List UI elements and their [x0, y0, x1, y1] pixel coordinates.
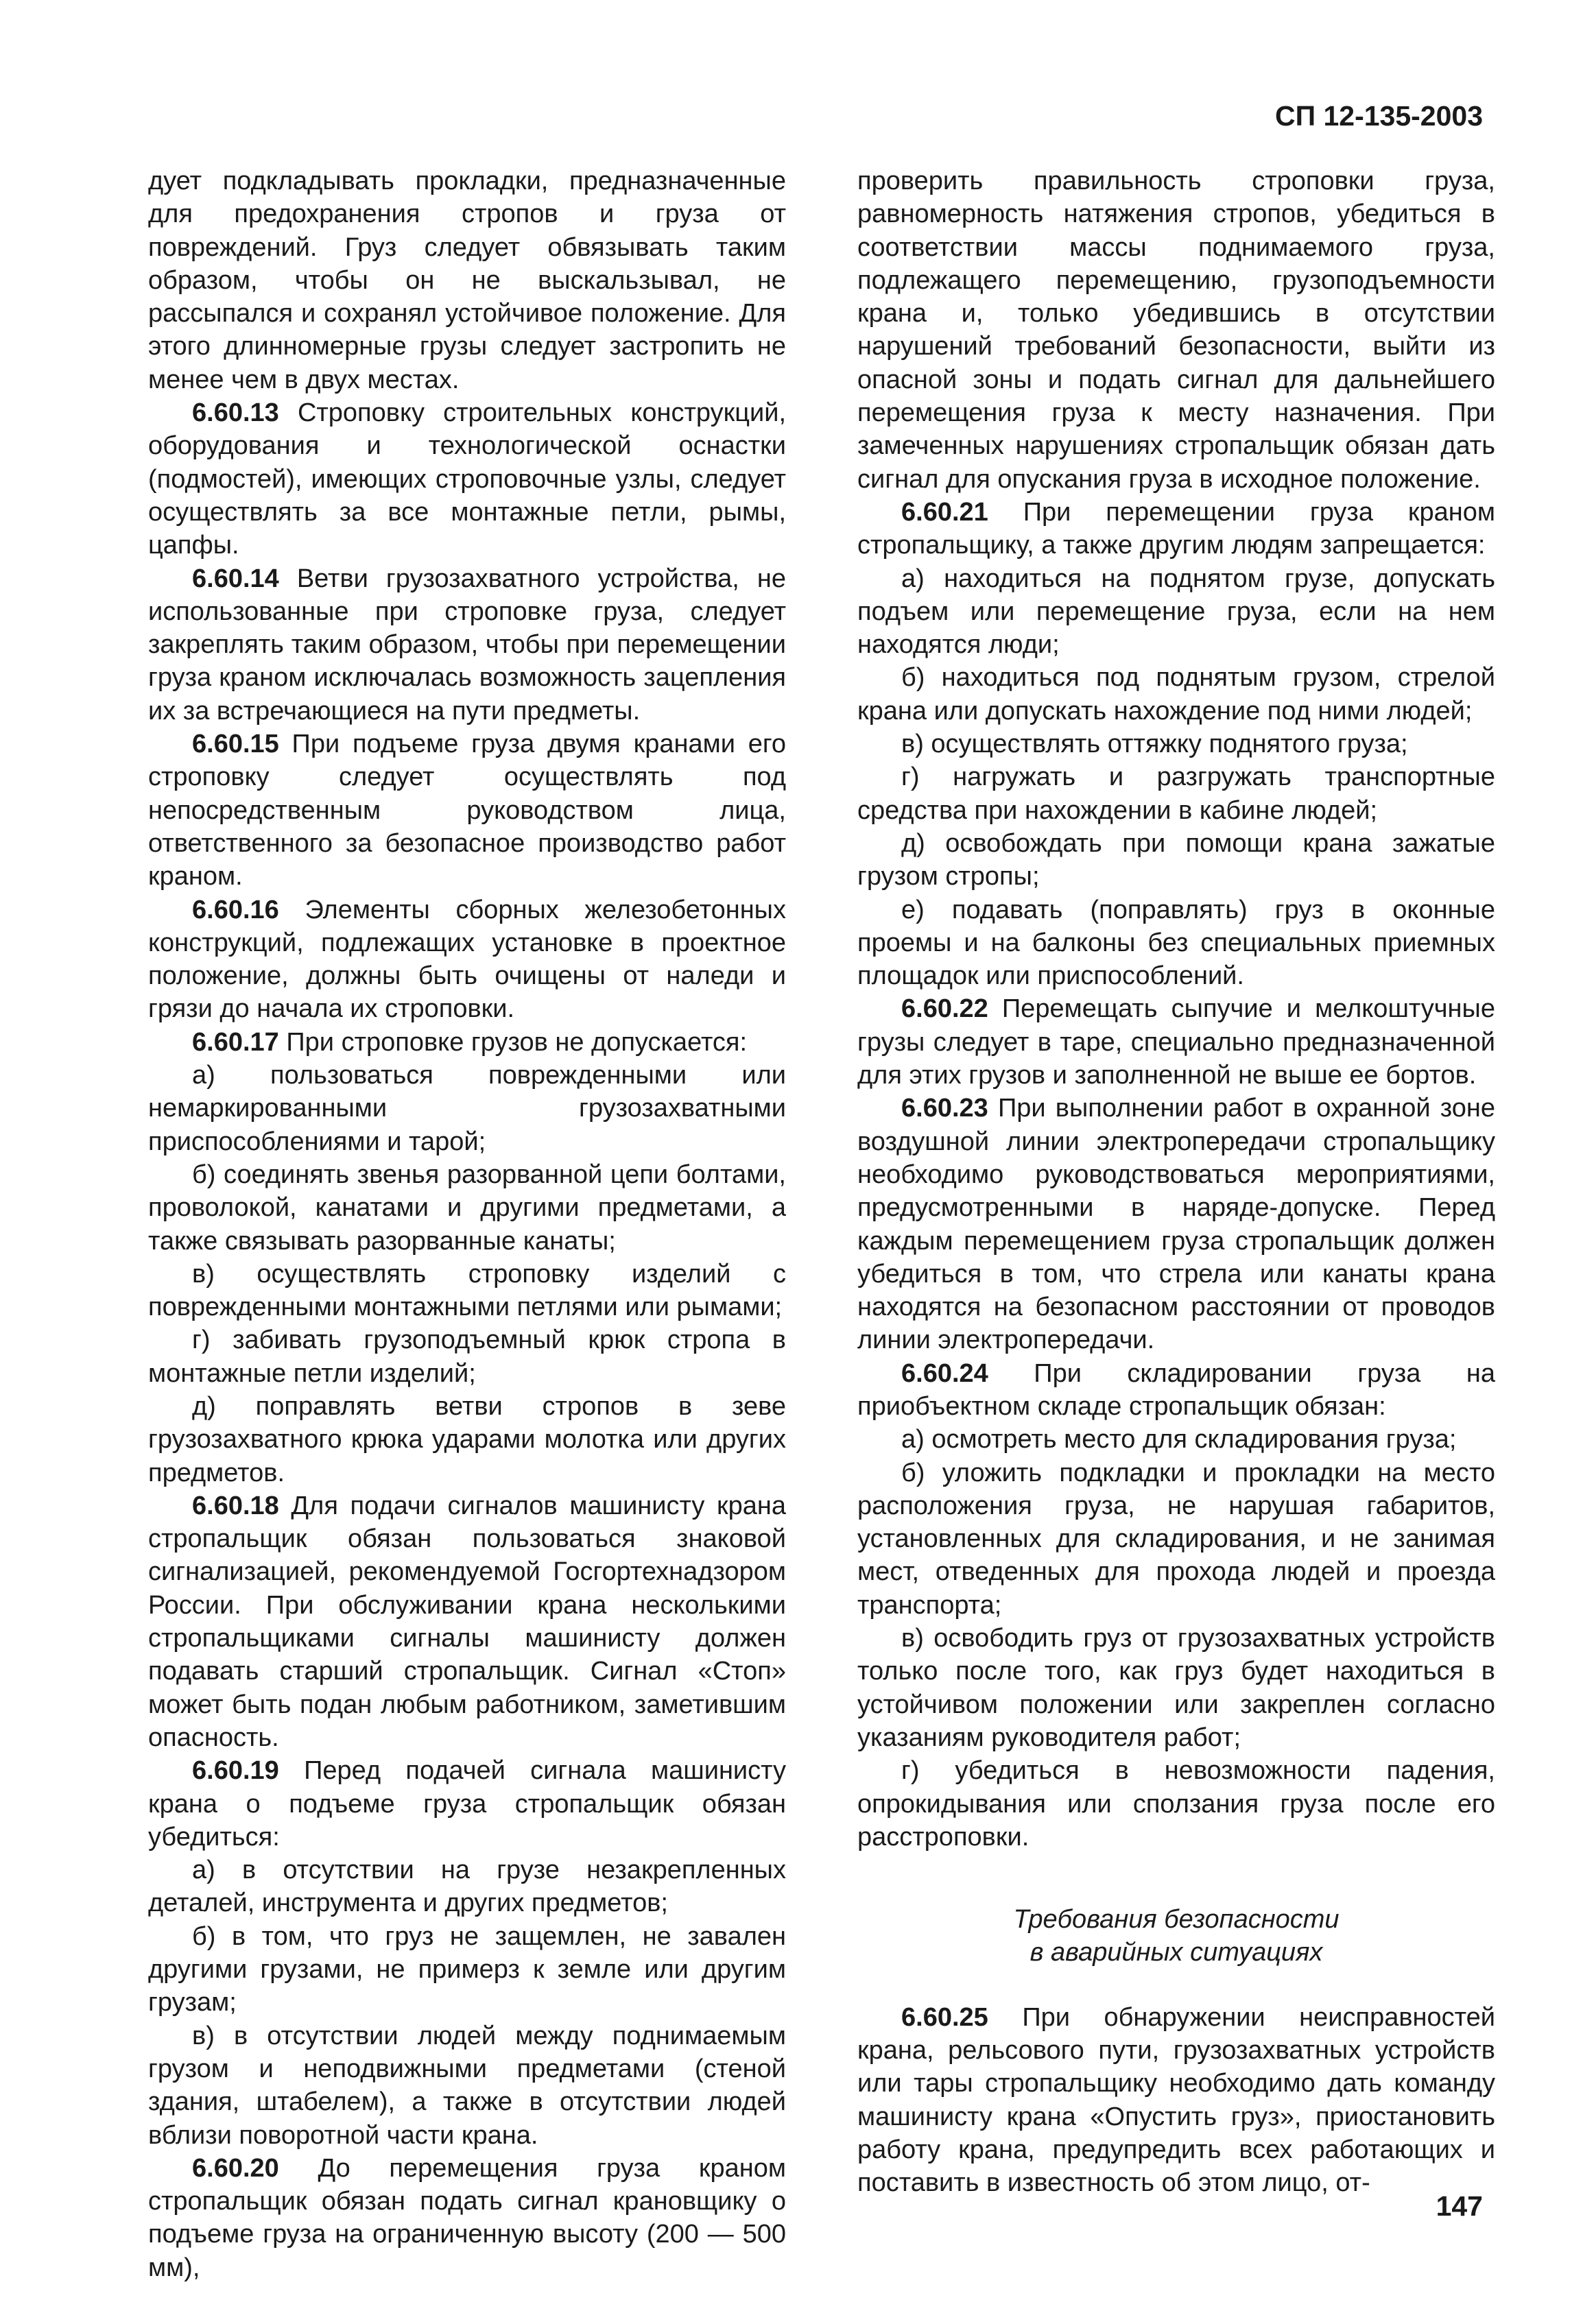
paragraph: [857, 562, 1495, 662]
paragraph-text: б) уложить подкладки и прокладки на место расположения груза, не нарушая габаритов, установленных для складирования, и не занимая мест, отведенных для прохода людей и проезда транспорта;: [857, 1458, 1495, 1620]
paragraph-text: г) нагружать и разгружать транспортные средства при нахождении в кабине людей;: [857, 763, 1495, 825]
clause-number: 6.60.25: [901, 2002, 988, 2032]
paragraph-text: При обнаружении неисправностей крана, рельсового пути, грузозахватных устройств или тары стропальщику необходимо дать команду машинисту крана «Опустить груз», приостановить работу крана, предупредить всех работающих и поставить в известность об этом лицо, от-: [857, 2002, 1495, 2198]
paragraph-text: б) соединять звенья разорванной цепи болтами, проволокой, канатами и другими предметами, а также связывать разорванные канаты;: [148, 1160, 786, 1256]
left-column: [148, 165, 786, 2284]
clause-number: 6.60.22: [901, 994, 988, 1024]
clause-number: 6.60.24: [901, 1358, 988, 1388]
paragraph: [148, 1390, 786, 1489]
paragraph: [148, 1059, 786, 1158]
paragraph-text: а) в отсутствии на грузе незакрепленных деталей, инструмента и других предметов;: [148, 1856, 786, 1918]
paragraph-text: а) пользоваться поврежденными или немаркированными грузозахватными приспособлениями и тарой;: [148, 1061, 786, 1156]
paragraph: [857, 728, 1495, 760]
paragraph: [857, 760, 1495, 827]
clause-paragraph: [857, 992, 1495, 1092]
paragraph: [857, 1622, 1495, 1754]
paragraph-text: б) в том, что груз не защемлен, не завален другими грузами, не примерз к земле или другим грузам;: [148, 1921, 786, 2017]
paragraph-text: б) находиться под поднятым грузом, стрелой крана или допускать нахождение под ними людей;: [857, 663, 1495, 726]
clause-paragraph: [148, 1754, 786, 1854]
paragraph-text: в) освободить груз от грузозахватных устройств только после того, как груз будет находиться в устойчивом положении или закреплен согласно указаниям руководителя работ;: [857, 1624, 1495, 1752]
paragraph: [857, 827, 1495, 894]
paragraph: [857, 894, 1495, 993]
paragraph-text: д) освобождать при помощи крана зажатые грузом стропы;: [857, 828, 1495, 891]
clause-number: 6.60.23: [901, 1094, 988, 1123]
paragraph: [148, 1323, 786, 1390]
paragraph-text: Для подачи сигналов машинисту крана стропальщик обязан пользоваться знаковой сигнализацией, рекомендуемой Госгортехнадзором России. При обслуживании крана несколькими стропальщиками сигналы машинисту должен подавать старший стропальщик. Сигнал «Стоп» может быть подан любым работником, заметившим опасность.: [148, 1491, 786, 1752]
paragraph-text: При перемещении груза краном стропальщику, а также другим людям запрещается:: [857, 497, 1495, 560]
paragraph-text: При складировании груза на приобъектном складе стропальщик обязан:: [857, 1358, 1495, 1421]
clause-paragraph: [148, 396, 786, 562]
clause-paragraph: [148, 1489, 786, 1754]
paragraph: [148, 1258, 786, 1324]
document-code: СП 12-135-2003: [1275, 100, 1483, 132]
paragraph: [857, 1457, 1495, 1622]
paragraph-text: в) осуществлять строповку изделий с поврежденными монтажными петлями или рымами;: [148, 1259, 786, 1322]
clause-paragraph: [148, 562, 786, 728]
paragraph-text: дует подкладывать прокладки, предназначенные для предохранения стропов и груза от повреждений. Груз следует обвязывать таким образом, чтобы он не выскальзывал, не рассыпался и сохранял устойчивое положение. Для этого длинномерные грузы следует застропить не менее чем в двух местах.: [148, 167, 786, 394]
clause-number: 6.60.21: [901, 497, 988, 527]
paragraph-text: При выполнении работ в охранной зоне воздушной линии электропередачи стропальщику необходимо руководствоваться мероприятиями, предусмотренными в наряде-допуске. Перед каждым перемещением груза стропальщик должен убедиться в том, что стрела или канаты крана находятся на безопасном расстоянии от проводов линии электропередачи.: [857, 1094, 1495, 1355]
clause-number: 6.60.15: [192, 730, 279, 759]
section-heading: [857, 1903, 1495, 1969]
clause-paragraph: [857, 1357, 1495, 1424]
paragraph-text: При подъеме груза двумя кранами его строповку следует осуществлять под непосредственным руководством лица, ответственного за безопасное производство работ краном.: [148, 730, 786, 891]
clause-paragraph: [148, 728, 786, 893]
paragraph: [857, 661, 1495, 728]
paragraph: [148, 1158, 786, 1258]
clause-paragraph: [148, 1026, 786, 1059]
clause-paragraph: [857, 2001, 1495, 2200]
paragraph-text: Перед подачей сигнала машинисту крана о подъеме груза стропальщик обязан убедиться:: [148, 1756, 786, 1852]
paragraph: [857, 1754, 1495, 1854]
paragraph-text: Перемещать сыпучие и мелкоштучные грузы следует в таре, специально предназначенной для этих грузов и заполненной не выше ее бортов.: [857, 994, 1495, 1090]
page-number: 147: [1436, 2190, 1483, 2222]
clause-number: 6.60.20: [192, 2153, 279, 2183]
clause-number: 6.60.14: [192, 564, 279, 593]
clause-number: 6.60.13: [192, 398, 279, 428]
right-column: [857, 165, 1495, 2200]
clause-number: 6.60.19: [192, 1756, 279, 1786]
paragraph-text: Элементы сборных железобетонных конструкций, подлежащих установке в проектное положение, должны быть очищены от наледи и грязи до начала их строповки.: [148, 895, 786, 1024]
paragraph: [857, 165, 1495, 496]
paragraph-text: г) убедиться в невозможности падения, опрокидывания или сползания груза после его расстроповки.: [857, 1756, 1495, 1852]
paragraph-text: а) осмотреть место для складирования груза;: [901, 1425, 1457, 1454]
clause-paragraph: [857, 496, 1495, 562]
paragraph: [148, 165, 786, 396]
paragraph-text: г) забивать грузоподъемный крюк стропа в монтажные петли изделий;: [148, 1326, 786, 1388]
paragraph: [857, 1423, 1495, 1456]
paragraph-text: Строповку строительных конструкций, оборудования и технологической оснастки (подмостей), имеющих строповочные узлы, следует осуществлять за все монтажные петли, рымы, цапфы.: [148, 398, 786, 560]
paragraph-text: При строповке грузов не допускается:: [278, 1027, 748, 1057]
paragraph-text: д) поправлять ветви стропов в зеве грузозахватного крюка ударами молотка или других предметов.: [148, 1391, 786, 1487]
clause-number: 6.60.17: [192, 1027, 279, 1057]
clause-paragraph: [857, 1092, 1495, 1356]
paragraph: [148, 1920, 786, 2020]
paragraph-text: проверить правильность строповки груза, равномерность натяжения стропов, убедиться в соответствии массы поднимаемого груза, подлежащего перемещению, грузоподъемности крана и, только убедившись в отсутствии нарушений требований безопасности, выйти из опасной зоны и подать сигнал для дальнейшего перемещения груза к месту назначения. При замеченных нарушениях стропальщик обязан дать сигнал для опускания груза в исходное положение.: [857, 167, 1495, 494]
paragraph-text: в) в отсутствии людей между поднимаемым грузом и неподвижными предметами (стеной здания, штабелем), а также в отсутствии людей вблизи поворотной части крана.: [148, 2021, 786, 2150]
paragraph-text: Ветви грузозахватного устройства, не использованные при строповке груза, следует закреплять таким образом, чтобы при перемещении груза краном исключалась возможность зацепления их за встречающиеся на пути предметы.: [148, 564, 786, 726]
paragraph-text: в) осуществлять оттяжку поднятого груза;: [901, 730, 1408, 759]
paragraph: [148, 1854, 786, 1920]
clause-number: 6.60.16: [192, 895, 279, 924]
paragraph-text: Требования безопасности в аварийных ситуациях: [1013, 1905, 1340, 1967]
paragraph-text: До перемещения груза краном стропальщик обязан подать сигнал крановщику о подъеме груза на ограниченную высоту (200 — 500 мм),: [148, 2153, 786, 2282]
clause-paragraph: [148, 894, 786, 1026]
clause-number: 6.60.18: [192, 1491, 279, 1520]
paragraph-text: е) подавать (поправлять) груз в оконные проемы и на балконы без специальных приемных площадок или приспособлений.: [857, 895, 1495, 991]
clause-paragraph: [148, 2152, 786, 2284]
paragraph: [148, 2020, 786, 2152]
paragraph-text: а) находиться на поднятом грузе, допускать подъем или перемещение груза, если на нем находятся люди;: [857, 564, 1495, 660]
